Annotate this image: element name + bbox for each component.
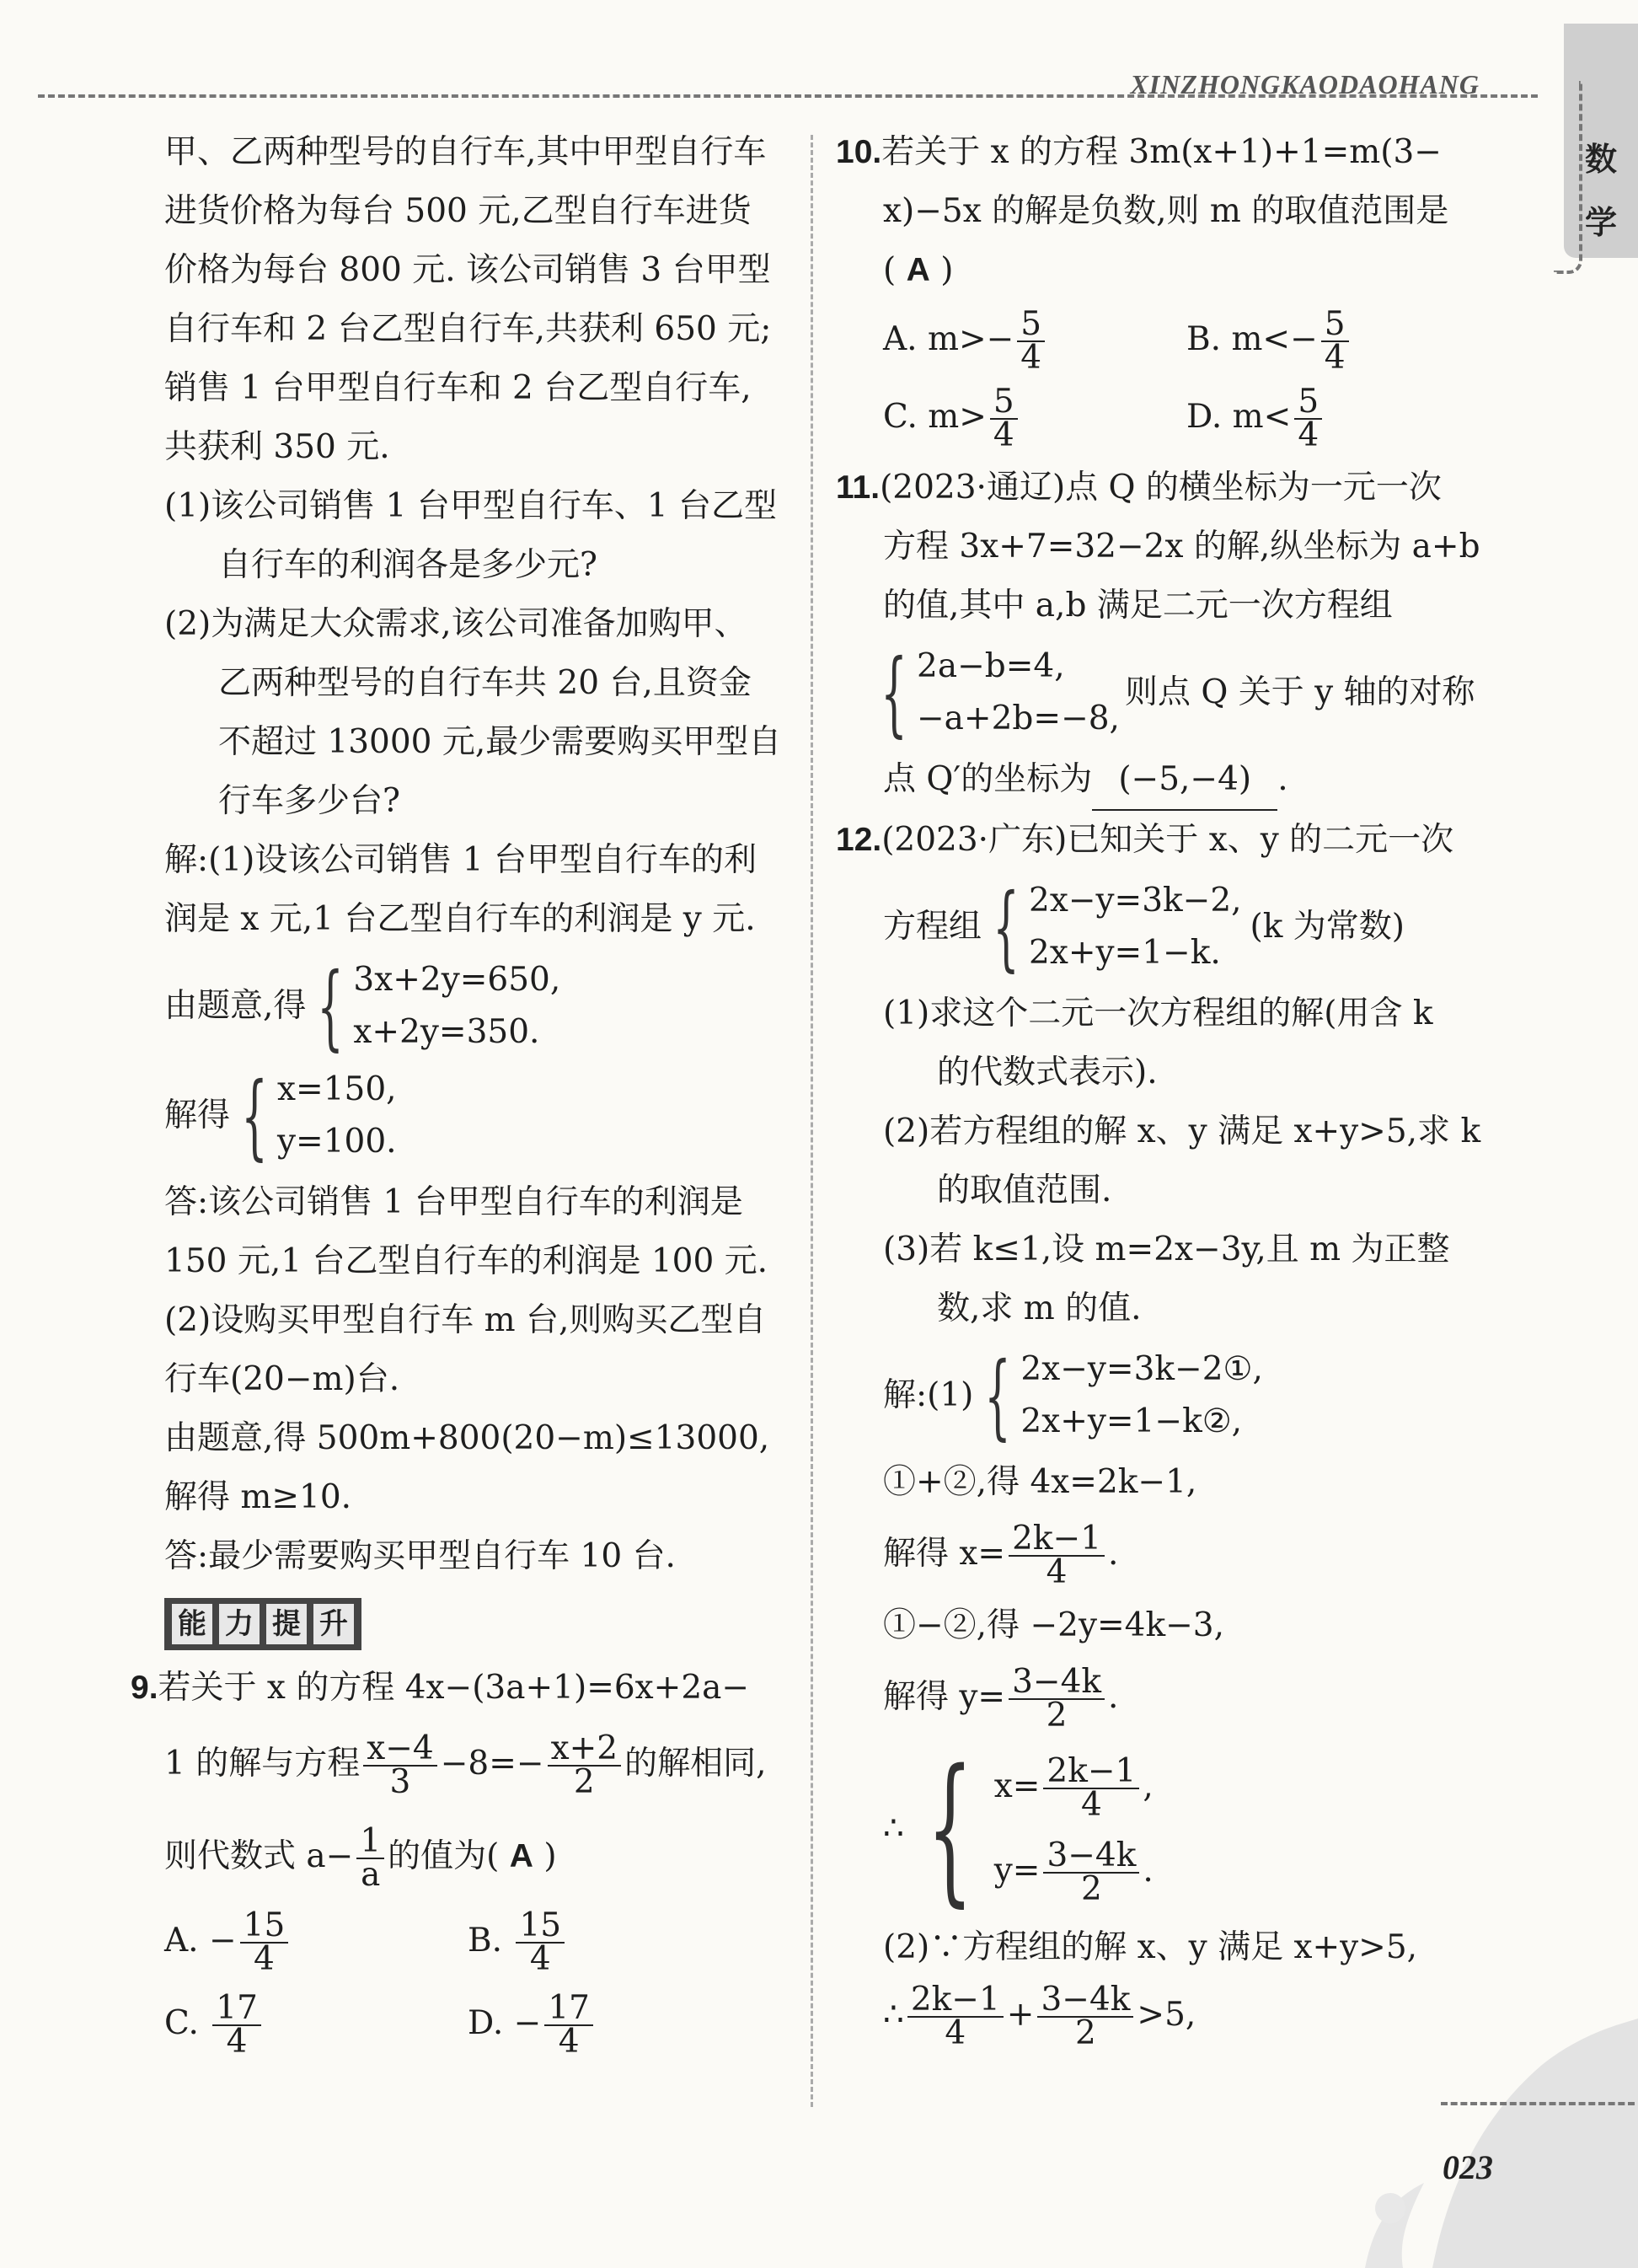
numerator: 17: [544, 1992, 593, 2026]
numerator: 5: [1017, 308, 1045, 342]
numerator: 5: [990, 386, 1018, 420]
option-b: [1186, 305, 1490, 377]
denominator: 2: [1075, 2014, 1096, 2052]
fraction: [1017, 305, 1045, 377]
numerator: 5: [1321, 308, 1349, 342]
problem-line: 共获利 350 元.: [164, 428, 390, 466]
left-column: [131, 123, 784, 2065]
solution-text: ∴: [883, 1996, 904, 2034]
sub-question: 数,求 m 的值.: [937, 1289, 1142, 1327]
fraction: [907, 1981, 1004, 2052]
paren: (: [883, 251, 897, 289]
decorative-splash: [1264, 2014, 1638, 2268]
system-label: 方程组: [883, 908, 982, 946]
solution-line: ①−②,得 −2y=4k−3,: [883, 1606, 1225, 1644]
sub-question: 的取值范围.: [937, 1172, 1112, 1209]
sub-question: (2)若方程组的解 x、y 满足 x+y>5,求 k: [883, 1113, 1481, 1150]
solution-line: (2)设购买甲型自行车 m 台,则购买乙型自: [164, 1301, 767, 1339]
q10-line: 若关于 x 的方程 3m(x+1)+1=m(3−: [881, 133, 1442, 171]
q1-line: (1)该公司销售 1 台甲型自行车、1 台乙型: [164, 487, 778, 525]
q11-line: (2023·通辽)点 Q 的横坐标为一元一次: [880, 469, 1442, 507]
q11-line: 的值,其中 a,b 满足二元一次方程组: [883, 587, 1393, 625]
solution-text: >5,: [1137, 1996, 1196, 2034]
solution-line: 行车(20−m)台.: [164, 1360, 400, 1398]
numerator: 2k−1: [1009, 1523, 1105, 1557]
question-number: 10.: [836, 134, 882, 170]
problem-line: 甲、乙两种型号的自行车,其中甲型自行车: [164, 133, 767, 171]
option-c: [883, 383, 1186, 454]
sub-question: (1)求这个二元一次方程组的解(用含 k: [883, 995, 1433, 1032]
q9-line: 若关于 x 的方程 4x−(3a+1)=6x+2a−: [158, 1669, 750, 1707]
system-label: 解得: [164, 1096, 231, 1134]
question-number: 9.: [131, 1670, 158, 1706]
denominator: 2: [573, 1763, 595, 1801]
option-d: [1186, 383, 1490, 454]
question-number: 11.: [836, 469, 881, 506]
solution-line: 解得 m≥10.: [164, 1478, 352, 1516]
brace-icon: {: [317, 952, 345, 1060]
answer-line: 答:该公司销售 1 台甲型自行车的利润是: [164, 1183, 743, 1221]
brace-icon: {: [927, 1735, 973, 1922]
option-label: A. m>−: [883, 320, 1014, 358]
equation: x=150,: [277, 1070, 397, 1108]
solution-text: y=: [993, 1852, 1041, 1890]
sub-question: (3)若 k≤1,设 m=2x−3y,且 m 为正整: [883, 1231, 1450, 1268]
q11-line: 方程 3x+7=32−2x 的解,纵坐标为 a+b: [883, 528, 1480, 566]
option-label: A. −: [164, 1922, 237, 1960]
fraction: [1294, 383, 1322, 454]
numerator: 3−4k: [1043, 1840, 1139, 1874]
denominator: 4: [1324, 339, 1346, 377]
q2-line: 行车多少台?: [218, 782, 400, 820]
solution-text: ,: [1143, 1767, 1154, 1805]
option-label: C.: [164, 2004, 210, 2042]
option-b: [468, 1906, 771, 1978]
fraction: [1037, 1981, 1133, 2052]
equation: y=100.: [277, 1123, 397, 1161]
equation-system: [836, 641, 1493, 745]
banner-char: 提: [266, 1604, 307, 1644]
column-divider: [811, 135, 813, 2107]
paren: ): [940, 251, 954, 289]
q10-options: [836, 305, 1493, 454]
equation-system-2: [164, 1064, 784, 1168]
numerator: x+2: [548, 1733, 622, 1767]
numerator: 5: [1294, 386, 1322, 420]
system-note: (k 为常数): [1250, 908, 1405, 946]
denominator: 4: [1298, 416, 1320, 454]
option-c: [164, 1989, 468, 2061]
brace-icon: {: [881, 639, 907, 747]
option-label: B.: [468, 1922, 513, 1960]
numerator: 17: [212, 1992, 261, 2026]
answer-line: 150 元,1 台乙型自行车的利润是 100 元.: [164, 1242, 768, 1280]
denominator: 4: [945, 2014, 966, 2052]
q2-line: (2)为满足大众需求,该公司准备加购甲、: [164, 605, 747, 643]
option-label: D. −: [468, 2004, 542, 2042]
subject-char-1: 数: [1584, 141, 1617, 178]
solution-text: +: [1006, 1996, 1035, 2034]
numerator: x−4: [363, 1733, 437, 1767]
denominator: 4: [558, 2023, 580, 2061]
q9-options: [131, 1906, 784, 2061]
option-label: C. m>: [883, 398, 987, 436]
fraction: [212, 1989, 261, 2061]
solution-text: .: [1108, 1535, 1119, 1573]
brace-icon: {: [984, 1342, 1012, 1450]
solution-text: 解得 y=: [883, 1678, 1006, 1716]
q9-text: 1 的解与方程: [164, 1745, 361, 1783]
question-12: [836, 811, 1493, 2053]
q11-text: .: [1277, 760, 1288, 798]
option-d: [468, 1989, 771, 2061]
solution-text: .: [1143, 1852, 1154, 1890]
filled-answer: A: [906, 252, 930, 288]
problem-line: 销售 1 台甲型自行车和 2 台乙型自行车,: [164, 369, 752, 407]
sub-question: 的代数式表示).: [937, 1054, 1158, 1091]
solution-text: 解得 x=: [883, 1535, 1006, 1573]
equation: 2a−b=4,: [917, 647, 1065, 685]
equation: 2x+y=1−k②,: [1020, 1402, 1243, 1440]
problem-line: 进货价格为每台 500 元,乙型自行车进货: [164, 192, 752, 230]
question-10: [836, 123, 1493, 452]
denominator: 2: [1046, 1697, 1068, 1735]
section-banner: [164, 1598, 361, 1650]
question-number: 12.: [836, 822, 882, 858]
denominator: 4: [254, 1940, 275, 1978]
page-number: 023: [1443, 2148, 1493, 2186]
solution-line: 润是 x 元,1 台乙型自行车的利润是 y 元.: [164, 900, 756, 938]
option-a: [164, 1906, 468, 1978]
equation: 2x−y=3k−2①,: [1020, 1350, 1263, 1388]
equation-system: [836, 875, 1493, 979]
denominator: 2: [1080, 1870, 1102, 1908]
q2-line: 不超过 13000 元,最少需要购买甲型自: [218, 723, 782, 761]
q10-line: x)−5x 的解是负数,则 m 的取值范围是: [883, 192, 1449, 230]
solution-text: .: [1108, 1678, 1119, 1716]
banner-char: 力: [219, 1604, 260, 1644]
q9-text: 的值为(: [388, 1837, 500, 1875]
denominator: 4: [529, 1940, 551, 1978]
brace-icon: {: [993, 873, 1020, 981]
option-label: B. m<−: [1186, 320, 1318, 358]
denominator: 3: [389, 1763, 411, 1801]
system-label: 由题意,得: [164, 987, 307, 1025]
fraction: [1043, 1752, 1139, 1824]
fraction: [1009, 1520, 1105, 1591]
solution-line: (2)∵方程组的解 x、y 满足 x+y>5,: [883, 1928, 1418, 1966]
solution-label: 解:(1): [883, 1376, 974, 1414]
problem-line: 自行车和 2 台乙型自行车,共获利 650 元;: [164, 310, 772, 348]
brace-icon: {: [241, 1062, 268, 1170]
solution-line: 解:(1)设该公司销售 1 台甲型自行车的利: [164, 841, 757, 879]
fraction: [356, 1822, 384, 1894]
answer-blank: (−5,−4): [1092, 750, 1277, 811]
question-11: [836, 458, 1493, 811]
solution-system: [836, 1343, 1493, 1448]
numerator: 2k−1: [1043, 1756, 1139, 1789]
fraction: [544, 1989, 593, 2061]
q1-line: 自行车的利润各是多少元?: [218, 546, 597, 584]
filled-answer: A: [509, 1838, 533, 1874]
option-a: [883, 305, 1186, 377]
fraction: [548, 1729, 622, 1801]
tab-frame: [1554, 81, 1582, 274]
numerator: 2k−1: [907, 1984, 1004, 2018]
fraction: [240, 1906, 289, 1978]
fraction: [1043, 1836, 1139, 1908]
solution-line: 由题意,得 500m+800(20−m)≤13000,: [164, 1419, 770, 1457]
numerator: 15: [240, 1910, 289, 1944]
q9-text: ): [543, 1837, 557, 1875]
solution-text: x=: [993, 1767, 1041, 1805]
equation: x+2y=350.: [353, 1013, 540, 1051]
fraction: [363, 1729, 437, 1801]
footer-rule: [1441, 2102, 1635, 2105]
denominator: 4: [1080, 1786, 1102, 1824]
denominator: 4: [226, 2023, 248, 2061]
q2-line: 乙两种型号的自行车共 20 台,且资金: [218, 664, 752, 702]
banner-char: 升: [313, 1604, 354, 1644]
numerator: 3−4k: [1037, 1984, 1133, 2018]
equation: 2x+y=1−k.: [1029, 934, 1221, 972]
subject-char-2: 学: [1584, 204, 1617, 241]
denominator: 4: [1020, 339, 1042, 377]
equation: −a+2b=−8,: [917, 700, 1120, 737]
solution-line: ①+②,得 4x=2k−1,: [883, 1463, 1197, 1501]
q9-text: −8=−: [440, 1745, 544, 1783]
equation-system-1: [164, 954, 784, 1059]
q9-text: 则代数式 a−: [164, 1837, 354, 1875]
equation: 3x+2y=650,: [353, 961, 561, 999]
numerator: 15: [516, 1910, 565, 1944]
result-system: [836, 1735, 1493, 1922]
q11-text: 点 Q′的坐标为: [883, 760, 1093, 798]
therefore-symbol: ∴: [883, 1810, 904, 1847]
fraction: [516, 1906, 565, 1978]
running-title: XINZHONGKAODAOHANG: [1130, 69, 1480, 99]
problem-line: 价格为每台 800 元. 该公司销售 3 台甲型: [164, 251, 771, 289]
solution-line: 答:最少需要购买甲型自行车 10 台.: [164, 1537, 676, 1575]
denominator: 4: [993, 416, 1014, 454]
fraction: [1321, 305, 1349, 377]
denominator: a: [361, 1856, 381, 1894]
numerator: 3−4k: [1009, 1666, 1105, 1700]
banner-char: 能: [172, 1604, 212, 1644]
fraction: [990, 383, 1018, 454]
q9-text: 的解相同,: [624, 1745, 767, 1783]
q11-text: 则点 Q 关于 y 轴的对称: [1124, 673, 1475, 711]
numerator: 1: [356, 1826, 384, 1859]
option-label: D. m<: [1186, 398, 1292, 436]
fraction: [1009, 1663, 1105, 1735]
denominator: 4: [1046, 1553, 1068, 1591]
q12-line: (2023·广东)已知关于 x、y 的二元一次: [881, 821, 1454, 859]
question-9: [131, 1659, 784, 2061]
equation: 2x−y=3k−2,: [1029, 882, 1242, 920]
right-column: [836, 123, 1493, 2053]
